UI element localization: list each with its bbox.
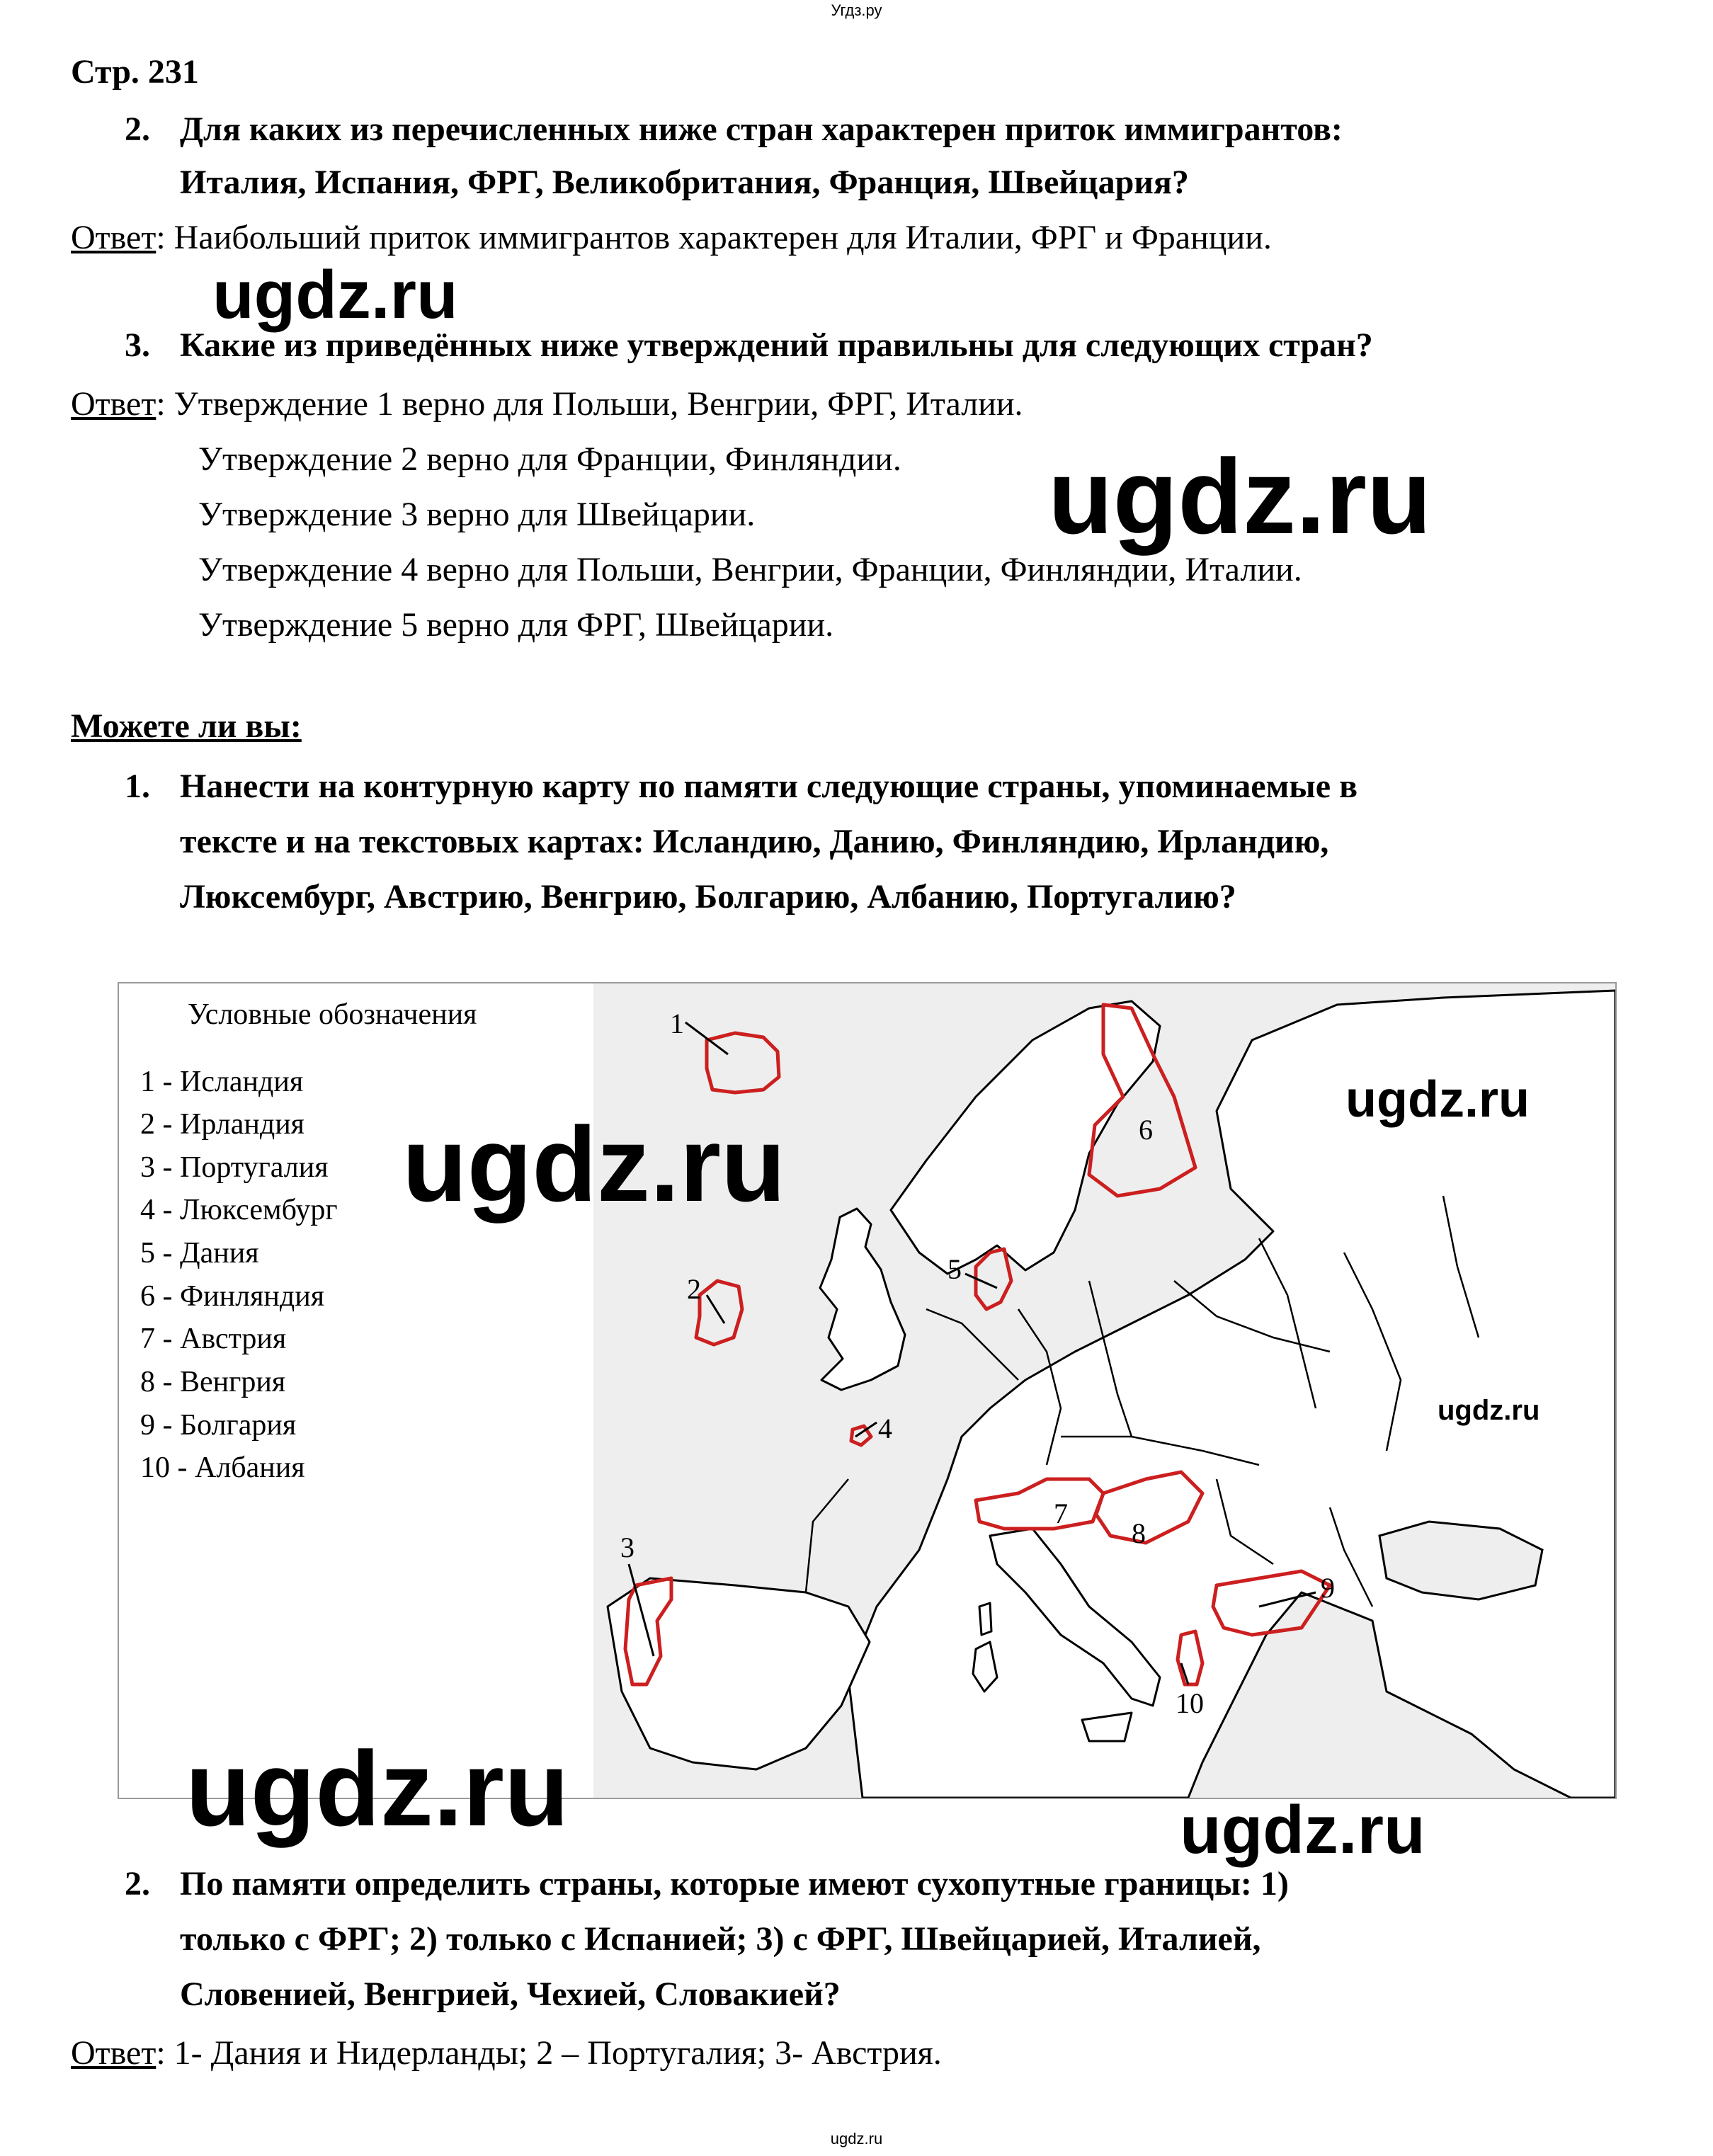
answer-text: : Утверждение 1 верно для Польши, Венгрии, ФРГ, Италии.	[156, 385, 1023, 423]
watermark: ugdz.ru	[1048, 437, 1432, 556]
legend-item: 2 - Ирландия	[140, 1108, 305, 1141]
legend-title: Условные обозначения	[188, 998, 477, 1031]
legend-item: 5 - Дания	[140, 1237, 259, 1270]
map-label-albania: 10	[1176, 1687, 1204, 1719]
map-label-bulgaria: 9	[1321, 1572, 1335, 1604]
answer-line: Утверждение 3 верно для Швейцарии.	[198, 496, 756, 533]
answer-line: Утверждение 4 верно для Польши, Венгрии, Франции, Финляндии, Италии.	[198, 551, 1302, 588]
task-text-line: тексте и на текстовых картах: Исландию, Данию, Финляндию, Ирландию,	[180, 823, 1329, 860]
legend-item: 9 - Болгария	[140, 1409, 297, 1442]
answer-line: Утверждение 2 верно для Франции, Финляндии.	[198, 440, 901, 478]
legend-item: 4 - Люксембург	[140, 1194, 338, 1226]
map-label-portugal: 3	[620, 1532, 634, 1563]
task-number: 2.	[125, 1865, 150, 1903]
page-title: Стр. 231	[71, 53, 199, 91]
map-label-finland: 6	[1139, 1114, 1153, 1146]
answer-q3	[71, 377, 1023, 432]
task-number: 1.	[125, 768, 150, 805]
map-label-hungary: 8	[1132, 1517, 1146, 1549]
watermark: ugdz.ru	[212, 257, 458, 333]
answer-label: Ответ	[71, 2034, 156, 2072]
map-label-ireland: 2	[687, 1273, 701, 1305]
section-title: Можете ли вы:	[71, 707, 302, 745]
corsica-island	[979, 1603, 991, 1635]
question-number: 2.	[125, 110, 150, 148]
watermark: ugdz.ru	[1438, 1395, 1540, 1426]
question-text-line: Италия, Испания, ФРГ, Великобритания, Франция, Швейцария?	[180, 164, 1189, 201]
legend-item: 8 - Венгрия	[140, 1366, 286, 1398]
legend-item: 6 - Финляндия	[140, 1280, 325, 1313]
map-label-iceland: 1	[670, 1008, 684, 1039]
answer-line: Утверждение 5 верно для ФРГ, Швейцарии.	[198, 606, 834, 644]
answer-text: : 1- Дания и Нидерланды; 2 – Португалия; 3- Австрия.	[156, 2034, 942, 2072]
question-text-line: Какие из приведённых ниже утверждений правильны для следующих стран?	[180, 326, 1373, 364]
map-label-austria: 7	[1054, 1498, 1068, 1529]
watermark: ugdz.ru	[186, 1729, 569, 1848]
task-text-line: только с ФРГ; 2) только с Испанией; 3) с ФРГ, Швейцарией, Италией,	[180, 1920, 1261, 1958]
map-label-denmark: 5	[947, 1253, 962, 1285]
task-text-line: Нанести на контурную карту по памяти следующие страны, упоминаемые в	[180, 768, 1358, 805]
legend-item: 7 - Австрия	[140, 1323, 287, 1355]
question-number: 3.	[125, 326, 150, 364]
task-text-line: Люксембург, Австрию, Венгрию, Болгарию, Албанию, Португалию?	[180, 878, 1236, 916]
site-header: Угдз.ру	[831, 1, 882, 19]
answer-label: Ответ	[71, 385, 156, 423]
watermark: ugdz.ru	[1180, 1792, 1425, 1868]
legend-item: 10 - Албания	[140, 1451, 305, 1484]
watermark: ugdz.ru	[402, 1105, 786, 1224]
watermark: ugdz.ru	[1345, 1071, 1530, 1128]
task-text-line: По памяти определить страны, которые имеют сухопутные границы: 1)	[180, 1865, 1289, 1903]
map-label-luxembourg: 4	[878, 1413, 892, 1444]
answer-label: Ответ	[71, 219, 156, 256]
legend-item: 1 - Исландия	[140, 1066, 304, 1098]
question-text-line: Для каких из перечисленных ниже стран характерен приток иммигрантов:	[180, 110, 1343, 148]
site-footer: ugdz.ru	[830, 2130, 883, 2148]
answer-text: : Наибольший приток иммигрантов характерен для Италии, ФРГ и Франции.	[156, 219, 1272, 256]
legend-item: 3 - Португалия	[140, 1151, 329, 1184]
answer-task2	[71, 2026, 942, 2081]
task-text-line: Словенией, Венгрией, Чехией, Словакией?	[180, 1975, 841, 2013]
